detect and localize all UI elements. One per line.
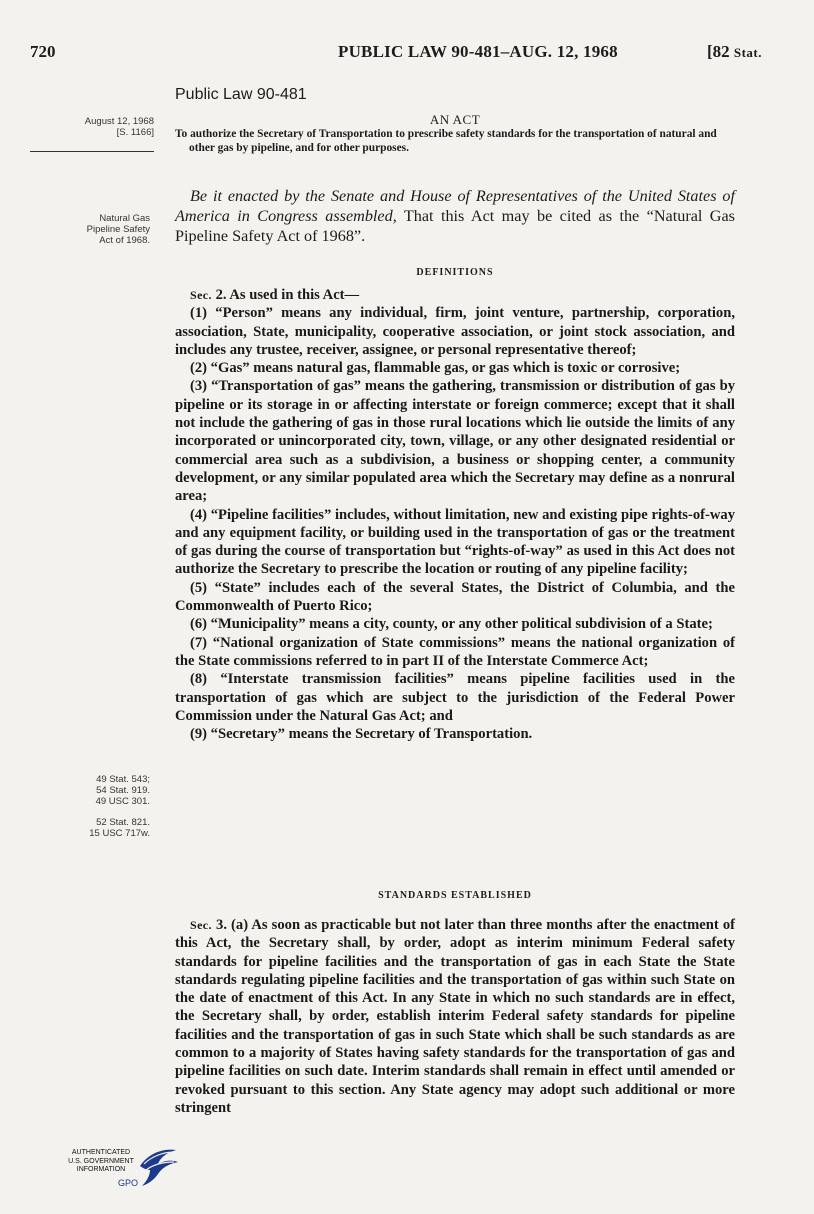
gpo-seal-text: AUTHENTICATED U.S. GOVERNMENT INFORMATION xyxy=(68,1149,134,1173)
eagle-icon xyxy=(136,1144,180,1190)
definition-paragraph: (5) “State” includes each of the several States, the District of Columbia, and the Commonwealth of Puerto Rico; xyxy=(175,579,735,615)
section-3 xyxy=(175,916,735,1117)
definition-paragraph: (8) “Interstate transmission facilities” means pipeline facilities used in the transportation of gas which are subject to the jurisdiction of the Federal Power Commission under the Natural Gas Act; and xyxy=(175,671,735,724)
enacting-clause: Be it enacted by the Senate and House of Representatives of the United States of America in Congress assembled, That this Act may be cited as the “Natural Gas Pipeline Safety Act of 1968”. xyxy=(175,187,735,245)
act-purpose: To authorize the Secretary of Transportation to prescribe safety standards for the transportation of natural and other gas by pipeline, and for other purposes. xyxy=(175,128,717,154)
definition-paragraph: (9) “Secretary” means the Secretary of Transportation. xyxy=(190,726,533,743)
definition-paragraph: (7) “National organization of State commissions” means the national organization of the State commissions referred to in part II of the Interstate Commerce Act; xyxy=(175,634,735,669)
definition-paragraph: (4) “Pipeline facilities” includes, without limitation, new and existing pipe rights-of-way and any equipment facility, or building used in the transportation of gas or the treatment of gas during the course of transportation but “rights-of-way” as used in this Act does not authorize the Secretary to prescribe the location or routing of any pipeline facility; xyxy=(175,506,735,578)
definition-paragraph: (6) “Municipality” means a city, county, or any other political subdivision of a State; xyxy=(190,616,713,633)
margin-citations: 49 Stat. 543; 54 Stat. 919. 49 USC 301. 52 Stat. 821. 15 USC 717w. xyxy=(89,774,150,839)
standards-heading: STANDARDS ESTABLISHED xyxy=(378,890,532,901)
page-number: 720 xyxy=(30,42,56,61)
bill-number: [S. 1166] xyxy=(116,127,154,138)
an-act-heading: AN ACT xyxy=(429,112,481,127)
volume-citation: [82 Stat. xyxy=(706,42,762,61)
running-head xyxy=(30,42,790,66)
margin-date-note xyxy=(30,116,154,152)
definitions-heading: DEFINITIONS xyxy=(416,267,494,278)
definition-paragraph: (1) “Person” means any individual, firm, joint venture, partnership, corporation, association, State, municipality, cooperative association, or joint stock association, and includes any trustee, receiver, assignee, or personal representative thereof; xyxy=(175,305,735,358)
gpo-authentication-seal xyxy=(60,1144,180,1190)
definition-paragraph: (3) “Transportation of gas” means the gathering, transmission or distribution of gas by pipeline or its storage in or affecting interstate or foreign commerce; except that it shall not include the gathering of gas in those rural locations which lie outside the limits of any incorporated or unincorporated city, town, village, or any other designated residential or commercial area such as a subdivision, a business or shopping center, a community development, or any similar populated area which the Secretary may define as a nonrural area; xyxy=(175,378,735,505)
margin-short-title: Natural Gas Pipeline Safety Act of 1968. xyxy=(86,213,150,246)
section-3-paragraph: Sec. 3. (a) As soon as practicable but not later than three months after the enactment of this Act, the Secretary shall, by order, adopt as interim minimum Federal safety standards for pipeline facilities and the transportation of gas in each State the State standards regulating pipeline facilities and the transportation of gas within such State on the date of enactment of this Act. In any State in which no such standards are in effect, the Secretary shall, by order, establish interim Federal safety standards for pipeline facilities and the transportation of gas in such State which shall be such standards as are common to a majority of States having safety standards for the transportation of gas and pipeline facilities on such date. Interim standards shall remain in effect until amended or revoked pursuant to this section. Any State agency may adopt such additional or more stringent xyxy=(175,917,735,1116)
margin-rule xyxy=(30,151,154,152)
section-2-intro: Sec. 2. As used in this Act— xyxy=(190,287,360,303)
public-law-number: Public Law 90-481 xyxy=(175,86,307,103)
running-head-title: PUBLIC LAW 90-481–AUG. 12, 1968 xyxy=(338,42,618,61)
section-2 xyxy=(175,286,735,743)
definition-paragraph: (2) “Gas” means natural gas, flammable gas, or gas which is toxic or corrosive; xyxy=(190,360,681,377)
gpo-label: GPO xyxy=(118,1178,139,1188)
enactment-date: August 12, 1968 xyxy=(84,116,154,127)
